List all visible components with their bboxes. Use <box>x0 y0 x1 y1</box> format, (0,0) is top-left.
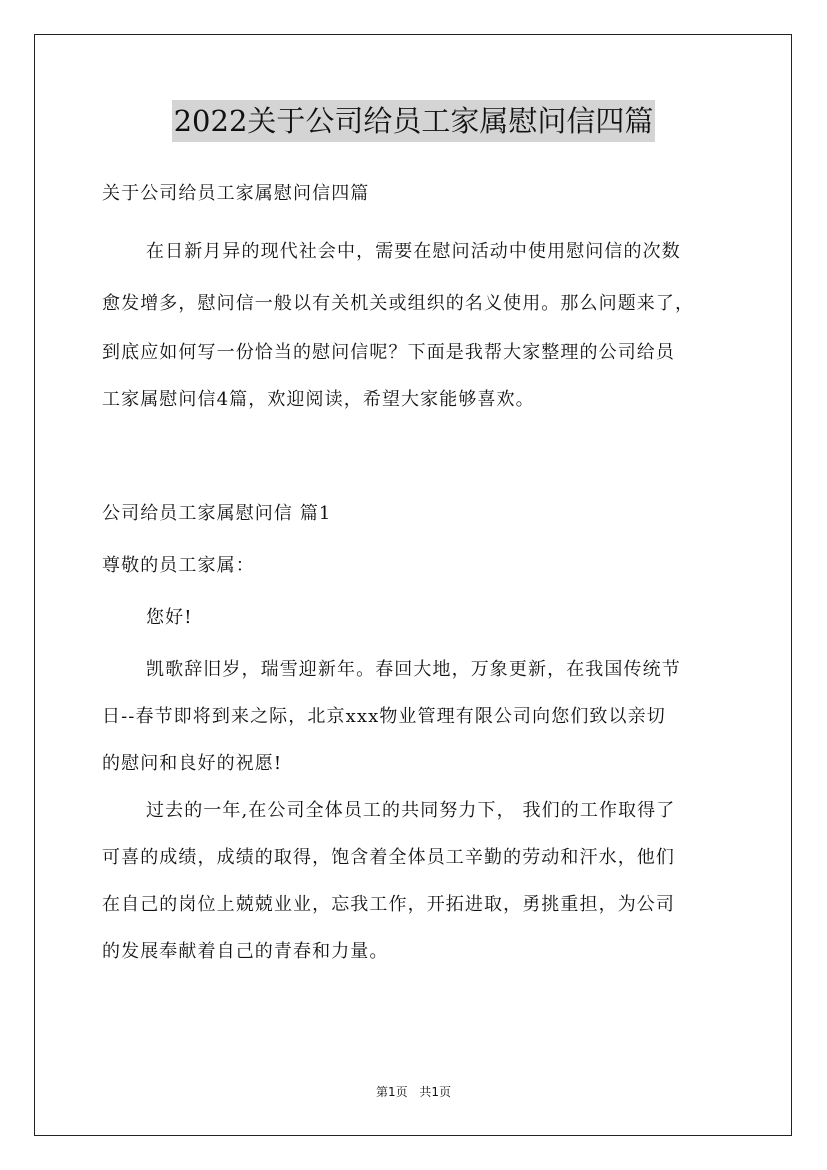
intro-line: 到底应如何写一份恰当的慰问信呢？下面是我帮大家整理的公司给员 <box>102 342 675 363</box>
paragraph-line: 过去的一年,在公司全体员工的共同努力下， 我们的工作取得了 <box>146 800 676 821</box>
paragraph-line: 的发展奉献着自己的青春和力量。 <box>102 941 389 962</box>
page-footer <box>0 1083 827 1101</box>
salutation: 尊敬的员工家属： <box>102 555 255 576</box>
greeting: 您好! <box>146 607 193 628</box>
intro-line: 工家属慰问信4篇，欢迎阅读，希望大家能够喜欢。 <box>102 389 535 410</box>
paragraph-line: 凯歌辞旧岁，瑞雪迎新年。春回大地，万象更新，在我国传统节 <box>146 659 681 680</box>
section-heading: 公司给员工家属慰问信 篇1 <box>102 503 332 524</box>
document-title: 2022关于公司给员工家属慰问信四篇 <box>172 100 656 142</box>
page-number: 第1页 <box>375 1085 408 1099</box>
intro-line: 愈发增多，慰问信一般以有关机关或组织的名义使用。那么问题来了， <box>102 293 695 314</box>
paragraph-line: 可喜的成绩，成绩的取得，饱含着全体员工辛勤的劳动和汗水，他们 <box>102 847 675 868</box>
intro-line: 在日新月异的现代社会中，需要在慰问活动中使用慰问信的次数 <box>146 241 681 262</box>
paragraph-line: 日--春节即将到来之际，北京xxx物业管理有限公司向您们致以亲切 <box>102 706 666 727</box>
page-total: 共1页 <box>419 1085 452 1099</box>
document-body <box>102 174 730 972</box>
paragraph-line: 在自己的岗位上兢兢业业，忘我工作，开拓进取，勇挑重担，为公司 <box>102 894 675 915</box>
paragraph-line: 的慰问和良好的祝愿! <box>102 753 283 774</box>
title-container <box>0 100 827 142</box>
subtitle: 关于公司给员工家属慰问信四篇 <box>102 183 370 204</box>
